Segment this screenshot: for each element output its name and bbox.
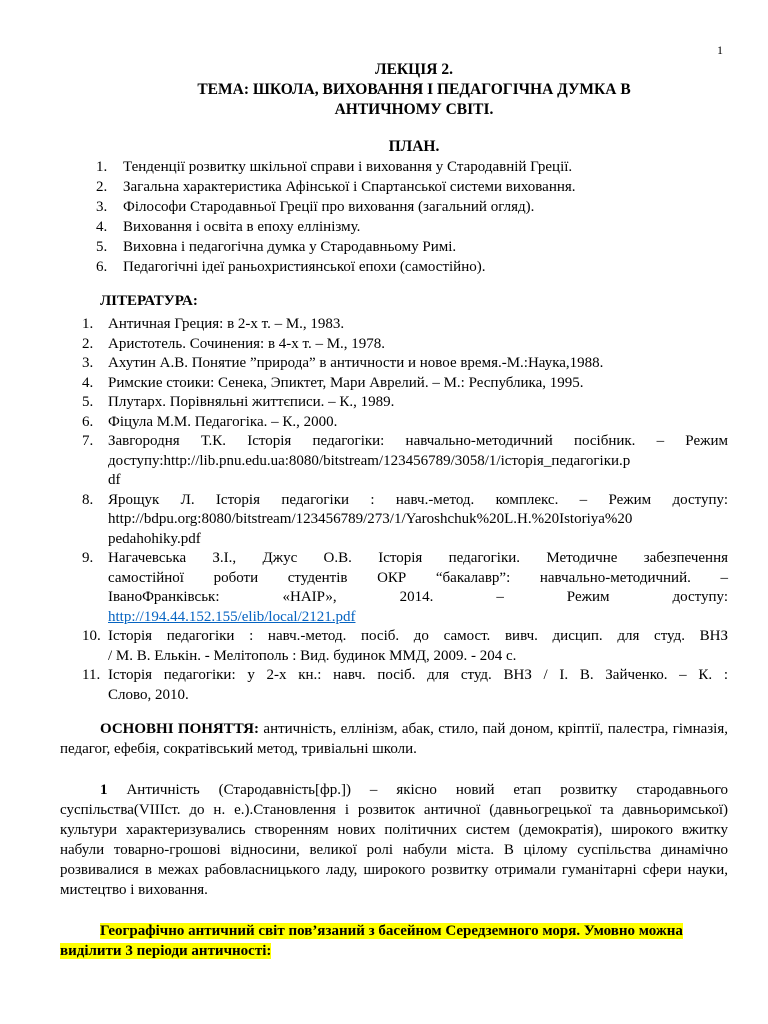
plan-item: 6. Педагогічні ідеї раньохристиянської епохи (самостійно). xyxy=(96,259,486,275)
literature-item: 1. Античная Греция: в 2-х т. – М., 1983. xyxy=(82,316,345,332)
plan-item: 4. Виховання і освіта в епоху еллінізму. xyxy=(96,219,361,235)
plan-item: 2. Загальна характеристика Афінської і Спартанської системи виховання. xyxy=(96,179,576,195)
literature-heading: ЛІТЕРАТУРА: xyxy=(100,293,198,309)
concepts-label: ОСНОВНІ ПОНЯТТЯ: xyxy=(100,721,260,737)
topic-title-line1: ТЕМА: ШКОЛА, ВИХОВАННЯ І ПЕДАГОГІЧНА ДУМКА В xyxy=(197,81,631,98)
literature-link[interactable]: http://194.44.152.155/elib/local/2121.pdf xyxy=(108,608,356,625)
plan-item: 1. Тенденції розвитку шкільної справи і виховання у Стародавній Греції. xyxy=(96,159,573,175)
paragraph-text: Античність (Стародавність[фр.]) – якісно новий етап розвитку стародавнього суспільства(VІІІст. до н. е.).Становлення і розвиток античної (давньогрецької та давньоримської) культури характеризувались створенням нових політичних систем (демократія), широкого вжитку набули товарно-грошові відносини, великої ролі набули міста. В цілому суспільства динамічно розвивалися в межах рабовласницького ладу, широкого розвитку отримали гуманітарні сфери науки, мистецтво і виховання. xyxy=(60,782,728,898)
literature-item: 2. Аристотель. Сочинения: в 4-х т. – М., 1978. xyxy=(82,335,386,352)
literature-list xyxy=(82,315,728,705)
literature-item: 3. Ахутин А.В. Понятие ”природа” в античности и новое время.-М.:Наука,1988. xyxy=(82,355,604,371)
page-number: 1 xyxy=(717,43,723,57)
concepts-paragraph xyxy=(60,719,728,759)
literature-item: 8. Ярощук Л. Історія педагогіки : навч.-метод. комплекс. – Режим доступу: http://bdpu.org:8080/bitstream/123456789/273/1/Yaroshchuk%20L.H.%20Istoriya%20 pedahohiky.pdf xyxy=(82,491,728,547)
literature-item: 11. Історія педагогіки: у 2-х кн.: навч. посіб. для студ. ВНЗ / І. В. Зайченко. – К. : Слово, 2010. xyxy=(82,667,728,703)
antiquity-paragraph xyxy=(60,780,728,900)
literature-item: 10. Історія педагогіки : навч.-метод. посіб. до самост. вивч. дисцип. для студ. ВНЗ / М. В. Елькін. - Мелітополь : Вид. будинок ММД, 2009. - 204 с. xyxy=(82,628,728,664)
plan-item: 5. Виховна і педагогічна думка у Стародавньому Римі. xyxy=(96,239,457,255)
literature-item: 4. Римские стоики: Сенека, Эпиктет, Мари Аврелий. – М.: Республика, 1995. xyxy=(82,374,584,391)
concepts-text: античність, еллінізм, абак, стило, пай доном, кріптії, палестра, гімназія, педагог, ефебія, сократівський метод, тривіальні школи. xyxy=(60,721,728,757)
plan-item: 3. Філософи Стародавньої Греції про виховання (загальний огляд). xyxy=(96,199,535,215)
literature-item: 9. Нагачевська З.І., Джус О.В. Історія педагогіки. Методичне забезпечення самостійної роботи студентів ОКР “бакалавр”: навчально-методичний. – ІваноФранківськ: «НАІР», 2014. – Режим доступу: http://194.44.152.155/elib/local/2121.pdf xyxy=(82,550,728,625)
topic-title-line2: АНТИЧНОМУ СВІТІ. xyxy=(334,101,494,118)
plan-list xyxy=(96,157,736,277)
literature-item: 5. Плутарх. Порівняльні життєписи. – К., 1989. xyxy=(82,394,395,410)
literature-item: 7. Завгородня Т.К. Історія педагогіки: навчально-методичний посібник. – Режим доступу:http://lib.pnu.edu.ua:8080/bitstream/123456789/3058/1/історія_педагогіки.p df xyxy=(82,433,728,488)
lecture-title: ЛЕКЦІЯ 2. xyxy=(375,61,453,78)
highlighted-text: Географічно античний світ пов’язаний з басейном Середземного моря. Умовно можна виділити 3 періоди античності: xyxy=(60,923,683,959)
literature-item: 6. Фіцула М.М. Педагогіка. – К., 2000. xyxy=(82,413,338,430)
paragraph-number: 1 xyxy=(100,782,108,798)
highlighted-paragraph xyxy=(60,921,728,961)
plan-title: ПЛАН. xyxy=(388,138,440,155)
